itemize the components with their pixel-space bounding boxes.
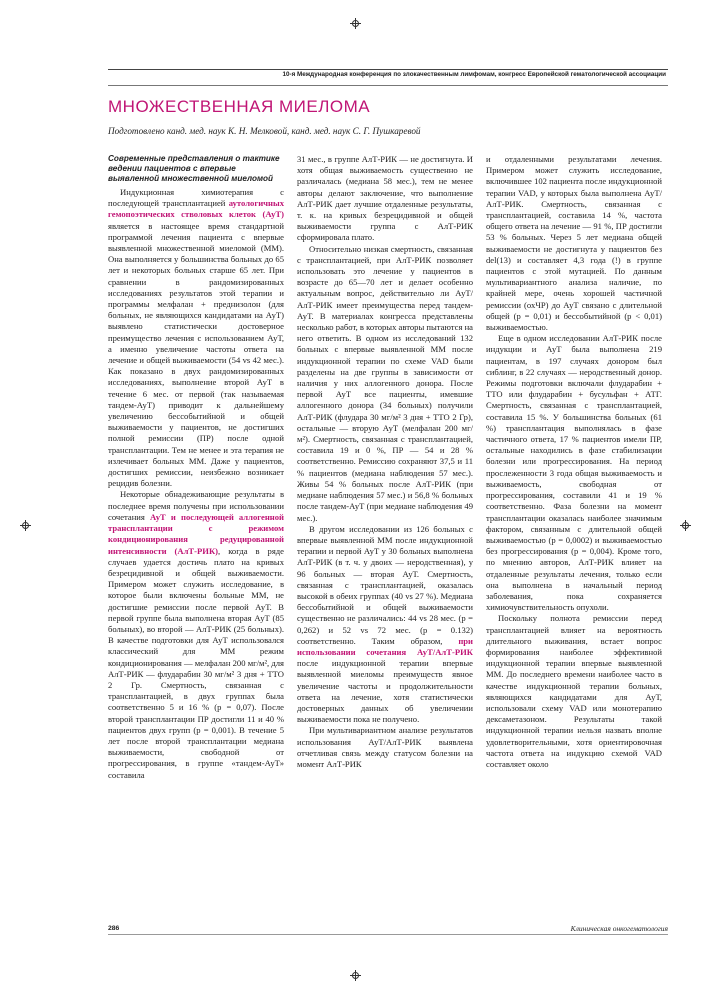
registration-mark-right xyxy=(680,520,691,531)
paragraph: Относительно низкая смертность, связанная с трансплантацией, при АлТ-РИК позволяет использовать это лечение у пациентов в возрасте до 65—70 лет и делает особенно актуальным вопрос, действительно ли АуТ/АлТ-РИК имеет преимущества перед тандем-АуТ. В материалах конгресса представлены несколько работ, в которых авторы пытаются на него ответить. В одном из исследований 132 больных с впервые выявленной ММ после индукционной терапии по схеме VAD были разделены на две группы в зависимости от наличия у них аллогенного донора. После первой АуТ все пациенты, имевшие аллогенного донора (34 больных) получили АлТ-РИК (флудара 30 мг/м² 3 дня + ТТО 2 Гр), остальные — вторую АуТ (мелфалан 200 мг/м²). Смертность, связанная с трансплантацией, составила 19 и 0 %, ПР — 54 и 28 % соответственно. Ремиссию сохраняют 37,5 и 11 % пациентов (медиана наблюдения 57 мес.). Живы 54 % больных после АлТ-РИК (при медиане наблюдения 57 мес.) и 56,8 % больных после тандем-АуТ (при медиане наблюдения 49 мес.). xyxy=(297,243,473,523)
paragraph: Поскольку полнота ремиссии перед трансплантацией влияет на вероятность длительного выживания, встает вопрос формирования наиболее эффективной индукционной терапии впервые выявленной ММ. До последнего времени наиболее часто в качестве индукционной терапии больных, являющихся кандидатами для АуТ, использовали схему VAD или монотерапию дексаметазоном. Результаты такой индукционной терапии нельзя назвать вполне удовлетворительными, хотя ориентировочная частота ответа на индукцию схемой VAD составляет около xyxy=(486,613,662,769)
running-header xyxy=(108,69,668,86)
article-title: МНОЖЕСТВЕННАЯ МИЕЛОМА xyxy=(108,97,371,116)
paragraph: В другом исследовании из 126 больных с впервые выявленной ММ после индукционной терапии и первой АуТ у 30 больных выполнена АлТ-РИК (в т. ч. у двоих — неродственная), у 96 больных — вторая АуТ. Смертность, связанная с трансплантацией, оказалась высокой в обеих группах (40 vs 27 %). Медиана бессобытийной и общей выживаемости существенно не различались: 44 vs 28 мес. (p = 0,262) и 52 vs 72 мес. (p = 0.132) соответственно. Таким образом, при использовании сочетания АуТ/АлТ-РИК после индукционной терапии впервые выявленной миеломы преимуществ явное увеличение частоты и продолжительности ответа на лечение, хотя статистически достоверных данных об увеличении выживаемости пока не получено. xyxy=(297,523,473,725)
conference-title: 10-я Международная конференция по злокачественным лимфомам, конгресс Европейской гематологической ассоциации xyxy=(282,71,666,78)
highlight-term: при использовании сочетания АуТ/АлТ-РИК xyxy=(297,635,473,657)
journal-name: Клиническая онкогематология xyxy=(570,924,668,933)
column-2 xyxy=(297,154,473,874)
paragraph: 31 мес., в группе АлТ-РИК — не достигнута. И хотя общая выживаемость существенно не различалась (медиана 58 мес.), тем не менее авторы делают заключение, что выполнение АлТ-РИК дает лучшие отдаленные результаты, т. к. на кривых безрецидивной и общей выживаемости группа с АлТ-РИК сформировала плато. xyxy=(297,154,473,243)
section-heading: Современные представления о тактике ведении пациентов с впервые выявленной множественной миеломой xyxy=(108,154,280,183)
registration-mark-left xyxy=(20,520,31,531)
page-number: 286 xyxy=(108,925,120,932)
paragraph: и отдаленными результатами лечения. Примером может служить исследование, включившее 102 пациента после индукционной терапии VAD, у которых была выполнена АуТ/АлТ-РИК. Смертность, связанная с трансплантацией, составила 14 %, частота общего ответа на лечение — 91 %, ПР достигли 53 % больных. Через 5 лет медиана общей выживаемости не достигнута у пациентов без del(13) и составляет 4,3 года (!) в группе пациентов с этой мутацией. По данным мультивариантного анализа наличие, по крайней мере, очень хорошей частичной ремиссии (охЧР) до АуТ связано с длительной общей (p = 0,01) и бессобытийной (p < 0,01) выживаемостью. xyxy=(486,154,662,333)
paragraph: При мультивариантном анализе результатов использования АуТ/АлТ-РИК выявлена отчетливая связь между статусом болезни на момент АлТ-РИК xyxy=(297,725,473,769)
paragraph: Еще в одном исследовании АлТ-РИК после индукции и АуТ была выполнена 219 пациентам, в 197 случаях донором был сиблинг, в 22 случаях — неродственный донор. Режимы подготовки включали флударабин + ТТО или флударабин + бусульфан + АТГ. Смертность, связанная с трансплантацией, составила 15 %. У большинства больных (61 %) трансплантация выполнялась в фазе частичного ответа, 17 % пациентов имели ПР, остальные находились в фазе стабилизации болезни или прогрессирования. На период прослеженности 3 года общая выживаемость и выживаемость, свободная от прогрессирования, составили 41 и 19 % соответственно. Фаза болезни на момент трансплантации оказалась наиболее значимым фактором, связанным с длительной общей выживаемостью (p = 0,0002) и выживаемостью без прогрессирования (p = 0,004). Кроме того, по мнению авторов, АлТ-РИК влияет на отдаленные результаты лечения, только если она выполнена в начальный период заболевания, пока сохраняется химиочувствительность опухоли. xyxy=(486,333,662,613)
column-3 xyxy=(486,154,662,874)
registration-mark-top xyxy=(350,18,361,29)
highlight-term: АуТ и последующей аллогенной трансплантации с режимом кондиционирования редуцированной интенсивности (АлТ-РИК) xyxy=(108,511,284,556)
footer-rule xyxy=(108,934,668,935)
column-1 xyxy=(108,154,284,874)
paragraph: Некоторые обнадеживающие результаты в последнее время получены при использовании сочетания АуТ и последующей аллогенной трансплантации с режимом кондиционирования редуцированной интенсивности (АлТ-РИК), когда в ряде случаев удается достичь плато на кривых безрецидивной и общей выживаемости. Примером может служить исследование, в которое были включены больные ММ, не достигшие ремиссии после первой АуТ. В первой группе была выполнена вторая АуТ (85 больных), во второй — АлТ-РИК (25 больных). В качестве подготовки для АуТ использовался классический для ММ режим кондиционирования — мелфалан 200 мг/м², для АлТ-РИК — флударабин 30 мг/м² 3 дня + ТТО 2 Гр. Смертность, связанная с трансплантацией, в двух группах была соответственно 5 и 16 % (p = 0,07). После второй трансплантации ПР достигли 11 и 40 % пациентов двух групп (p = 0,001). В течение 5 лет после второй трансплантации медиана выживаемости, свободной от прогрессирования, в группе «тандем-АуТ» составила xyxy=(108,489,284,780)
registration-mark-bottom xyxy=(350,970,361,981)
paragraph: Индукционная химиотерапия с последующей трансплантацией аутологичных гемопоэтических стволовых клеток (АуТ) является в настоящее время стандартной программой лечения пациента с впервые выявленной множественной миеломой (ММ). Она выполняется у большинства больных до 65 лет и некоторых больных старше 65 лет. При сравнении в рандомизированных исследованиях результатов этой терапии и программы мелфалан + преднизолон (для больных, не являющихся кандидатами на АуТ) выявлено статистически достоверное преимущество лечения с использованием АуТ, а именно увеличение частоты ответа на лечение и общей выживаемости (54 vs 42 мес.). Как показано в двух рандомизированных исследованиях, выполнение второй АуТ в течение 6 мес. от первой (так называемая тандем-АуТ) приводит к дальнейшему увеличению бессобытийной и общей выживаемости у пациентов, не достигших полной ремиссии (ПР) после одной трансплантации. Тем не менее и эта терапия не излечивает больных ММ. Даже у пациентов, достигших ремиссии, неизбежно возникает рецидив болезни. xyxy=(108,187,284,489)
authors-line: Подготовлено канд. мед. наук К. Н. Мелковой, канд. мед. наук С. Г. Пушкаревой xyxy=(108,126,421,136)
highlight-term: аутологичных гемопоэтических стволовых клеток (АуТ) xyxy=(108,198,284,220)
